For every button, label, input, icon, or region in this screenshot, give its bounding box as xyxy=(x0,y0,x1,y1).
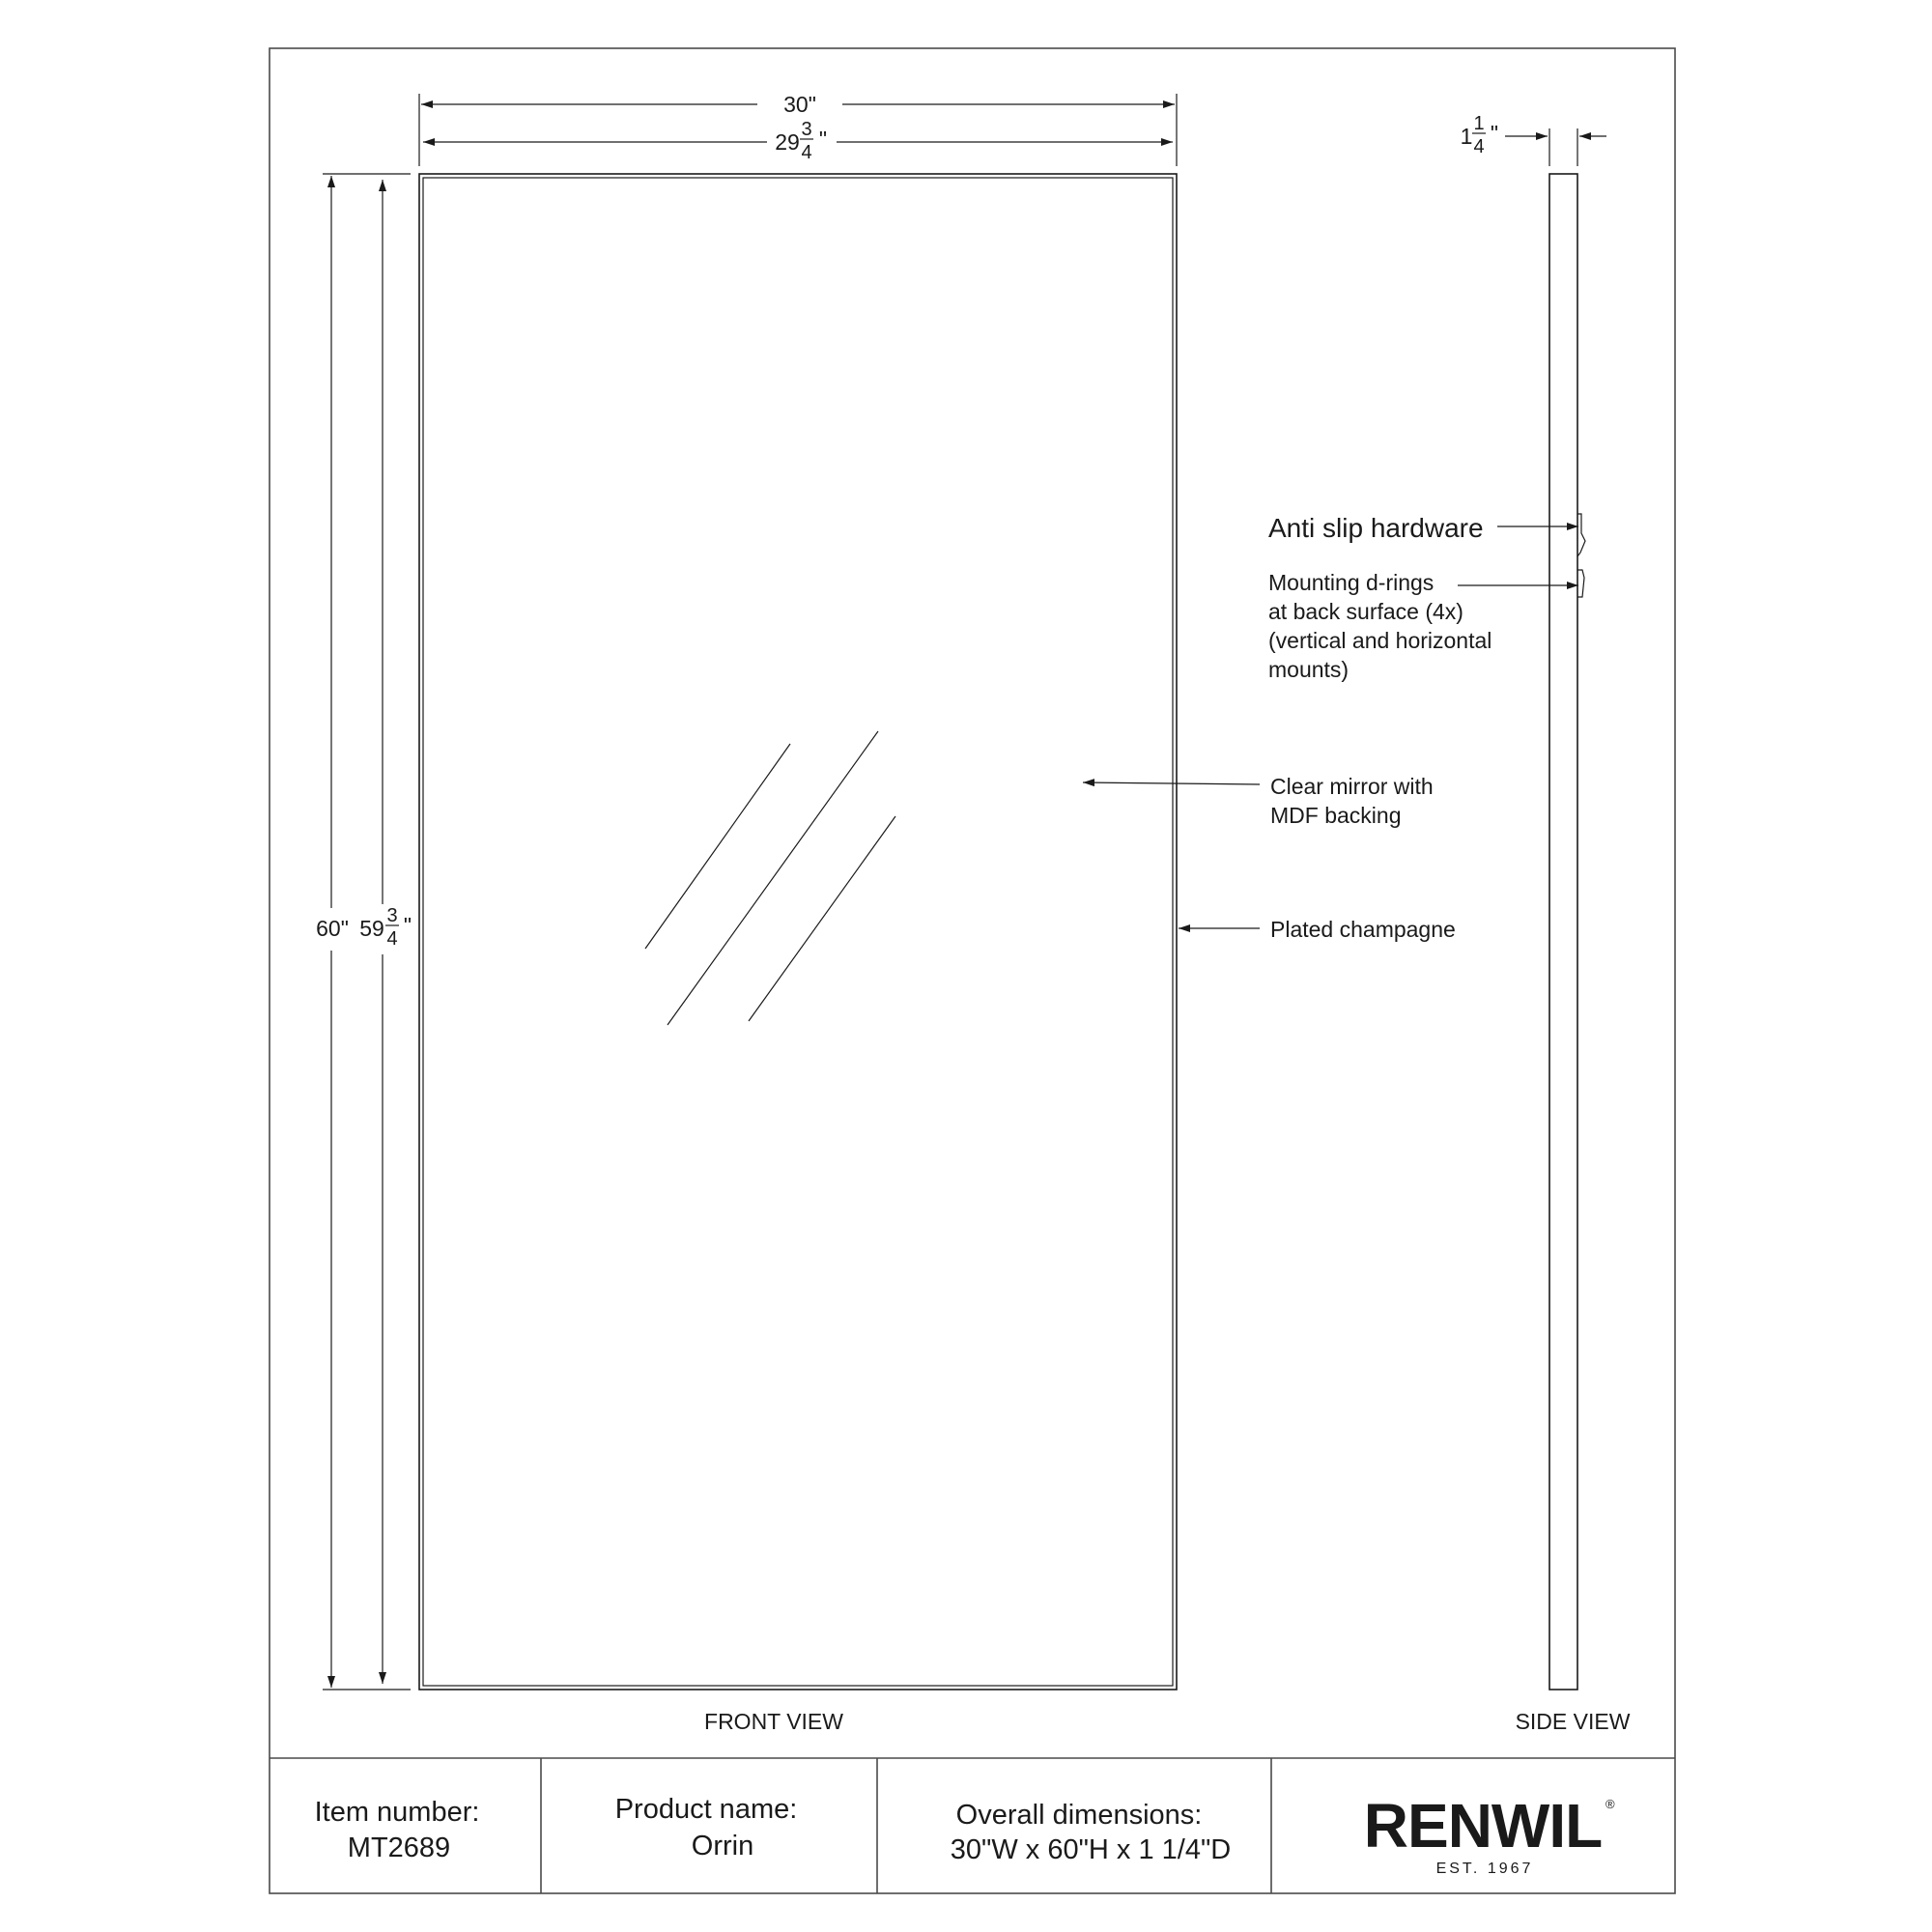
d-ring-shape xyxy=(1577,570,1584,597)
mirror-callout-line-1: Clear mirror with xyxy=(1270,774,1434,799)
d-rings-callout-line-2: at back surface (4x) xyxy=(1268,599,1463,624)
depth-whole: 1 xyxy=(1460,124,1473,149)
outer-height-label: 60" xyxy=(316,916,349,941)
reflection-line-2 xyxy=(668,731,878,1025)
width-dimensions xyxy=(419,92,1177,166)
item-number-value: MT2689 xyxy=(347,1833,451,1863)
inner-width-whole: 29 xyxy=(775,129,800,155)
renwil-logo-registered: ® xyxy=(1605,1797,1615,1811)
inner-height-whole: 59 xyxy=(359,916,384,941)
inner-width-inch-mark: " xyxy=(818,127,828,152)
inner-height-denominator: 4 xyxy=(386,928,398,950)
reflection-line-1 xyxy=(645,744,790,949)
front-view xyxy=(419,174,1177,1690)
depth-inch-mark: " xyxy=(1490,121,1499,146)
outer-width-label: 30" xyxy=(783,92,816,117)
depth-numerator: 1 xyxy=(1473,113,1485,134)
mirror-frame-outer xyxy=(419,174,1177,1690)
sheet-border xyxy=(270,48,1675,1893)
depth-denominator: 4 xyxy=(1473,136,1485,157)
front-view-label: FRONT VIEW xyxy=(704,1709,843,1734)
mirror-leader xyxy=(1083,782,1260,784)
title-block xyxy=(315,1791,1615,1877)
d-rings-callout-line-3: (vertical and horizontal xyxy=(1268,628,1492,653)
inner-width-denominator: 4 xyxy=(801,142,812,163)
finish-callout: Plated champagne xyxy=(1270,917,1456,942)
side-view xyxy=(1461,113,1606,1690)
mirror-callout-line-2: MDF backing xyxy=(1270,803,1402,828)
mirror-frame-inner xyxy=(423,178,1173,1686)
overall-dimensions-label: Overall dimensions: xyxy=(955,1800,1203,1831)
anti-slip-hardware-shape xyxy=(1577,514,1585,556)
item-number-label: Item number: xyxy=(314,1797,480,1828)
product-name-label: Product name: xyxy=(614,1794,798,1825)
overall-dimensions-value: 30"W x 60"H x 1 1/4"D xyxy=(950,1834,1232,1865)
inner-height-inch-mark: " xyxy=(403,913,412,938)
product-name-value: Orrin xyxy=(691,1831,754,1861)
d-rings-callout-line-1: Mounting d-rings xyxy=(1268,570,1435,595)
height-dimensions xyxy=(316,174,412,1690)
callouts xyxy=(1083,513,1578,942)
renwil-logo: RENWIL xyxy=(1363,1791,1603,1861)
inner-height-numerator: 3 xyxy=(386,905,398,926)
renwil-logo-est: EST. 1967 xyxy=(1435,1861,1534,1877)
d-rings-callout-line-4: mounts) xyxy=(1268,657,1350,682)
reflection-line-3 xyxy=(749,816,895,1021)
side-view-label: SIDE VIEW xyxy=(1515,1709,1631,1734)
inner-width-numerator: 3 xyxy=(801,119,812,140)
side-profile xyxy=(1549,174,1577,1690)
anti-slip-callout: Anti slip hardware xyxy=(1268,513,1484,543)
